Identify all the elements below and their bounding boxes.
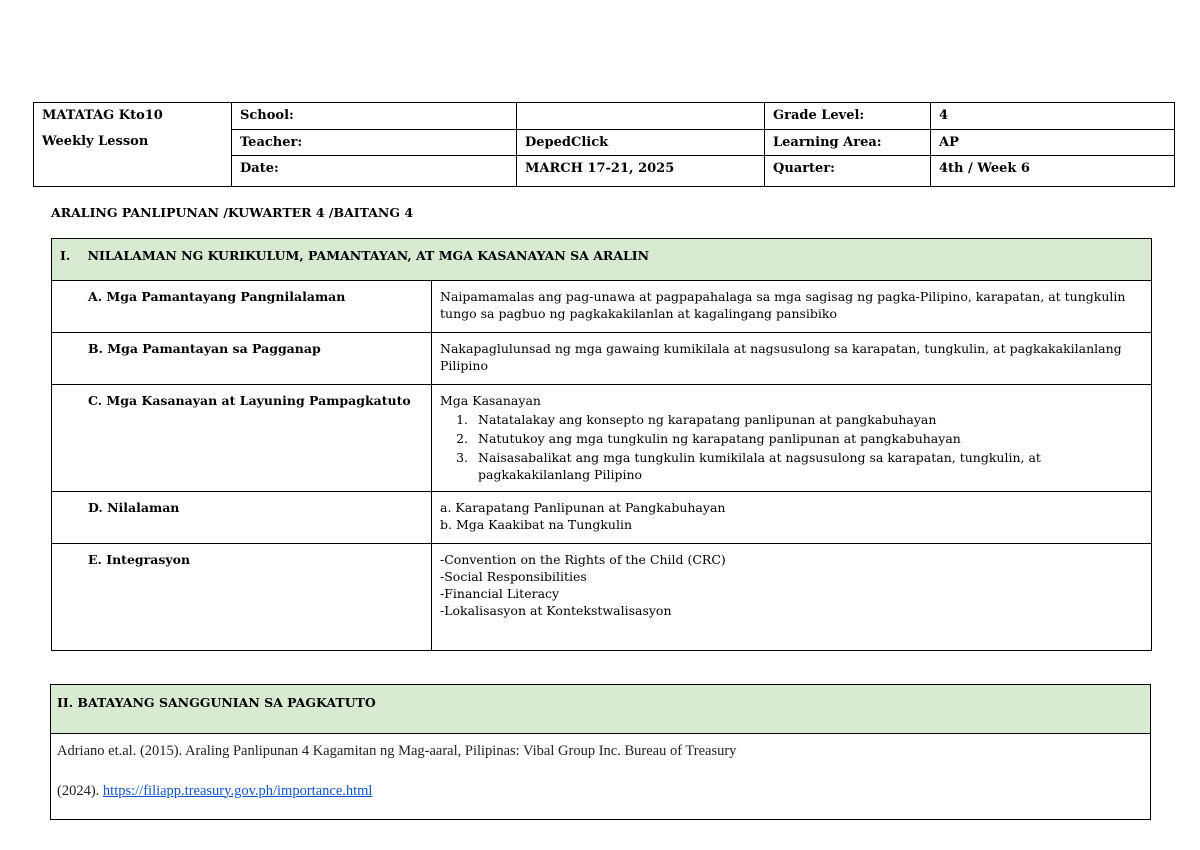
- list-item: 3. Naisasabalikat ang mga tungkulin kumikilala at nagsusulong sa karapatan, tungkulin, at pagkakakilanlang Pilipino: [472, 450, 1147, 484]
- content-standards-label: A. Mga Pamantayang Pangnilalaman: [52, 281, 432, 333]
- competencies-text: [432, 385, 1152, 492]
- date-value: MARCH 17-21, 2025: [517, 156, 765, 187]
- teacher-label: Teacher:: [232, 129, 517, 156]
- area-label: Learning Area:: [765, 129, 931, 156]
- list-item: 2. Natutukoy ang mga tungkulin ng karapatang panlipunan at pangkabuhayan: [472, 431, 1147, 448]
- competencies-intro: Mga Kasanayan: [440, 393, 541, 408]
- content-standards-text: [432, 281, 1152, 333]
- performance-standards-label: B. Mga Pamantayan sa Pagganap: [52, 333, 432, 385]
- reference-link[interactable]: https://filiapp.treasury.gov.ph/importance.html: [102, 782, 373, 799]
- school-label: School:: [232, 103, 517, 130]
- content-standards-line: tungo sa pagbuo ng pagkakakilanlan at kagalingang pansibiko: [440, 305, 838, 321]
- teacher-value: DepedClick: [517, 129, 765, 156]
- school-value: [517, 103, 765, 130]
- integration-line: -Lokalisasyon at Kontekstwalisasyon: [440, 603, 672, 618]
- program-subtitle: Weekly Lesson: [42, 133, 149, 149]
- subject-line: ARALING PANLIPUNAN /KUWARTER 4 /BAITANG 4: [51, 205, 414, 220]
- integration-label: E. Integrasyon: [52, 544, 432, 651]
- program-title: MATATAG Kto10: [42, 108, 163, 123]
- section1-title: I. NILALAMAN NG KURIKULUM, PAMANTAYAN, AT MGA KASANAYAN SA ARALIN: [52, 239, 1152, 281]
- integration-line: -Convention on the Rights of the Child (CRC): [440, 552, 726, 568]
- header-info-table: [33, 102, 1175, 187]
- content-line: a. Karapatang Panlipunan at Pangkabuhayan: [440, 500, 726, 516]
- integration-line: -Social Responsibilities: [440, 569, 587, 585]
- content-text: [432, 492, 1152, 544]
- content-line: b. Mga Kaakibat na Tungkulin: [440, 517, 633, 533]
- performance-standards-text: [432, 333, 1152, 385]
- reference-line-2: [57, 782, 1144, 802]
- content-label: D. Nilalaman: [52, 492, 432, 544]
- competencies-list: [440, 412, 1147, 484]
- area-value: AP: [931, 129, 1175, 156]
- integration-line: -Financial Literacy: [440, 586, 560, 602]
- grade-value: 4: [931, 103, 1175, 130]
- reference-line: Adriano et.al. (2015). Araling Panlipunan 4 Kagamitan ng Mag-aaral, Pilipinas: Vibal Group Inc. Bureau of Treasury: [57, 743, 737, 759]
- grade-label: Grade Level:: [765, 103, 931, 130]
- integration-text: [432, 544, 1152, 651]
- performance-standards-line: Nakapaglulunsad ng mga gawaing kumikilala at nagsusulong sa karapatan, tungkulin, at pagkakakilanlang: [440, 341, 1122, 356]
- performance-standards-line: Pilipino: [440, 357, 488, 373]
- references-table: [50, 684, 1151, 820]
- content-standards-line: Naipamamalas ang pag-unawa at pagpapahalaga sa mga sagisag ng pagka-Pilipino, karapatan, at tungkulin: [440, 289, 1126, 304]
- quarter-value: 4th / Week 6: [931, 156, 1175, 187]
- competencies-label: C. Mga Kasanayan at Layuning Pampagkatuto: [52, 385, 432, 492]
- section2-title: II. BATAYANG SANGGUNIAN SA PAGKATUTO: [51, 685, 1151, 734]
- date-label: Date:: [232, 156, 517, 187]
- program-title-cell: [34, 103, 232, 187]
- reference-year: (2024).: [57, 782, 103, 799]
- curriculum-table: [51, 238, 1152, 651]
- quarter-label: Quarter:: [765, 156, 931, 187]
- references-content: [51, 734, 1151, 820]
- list-item: 1. Natatalakay ang konsepto ng karapatang panlipunan at pangkabuhayan: [472, 412, 1147, 429]
